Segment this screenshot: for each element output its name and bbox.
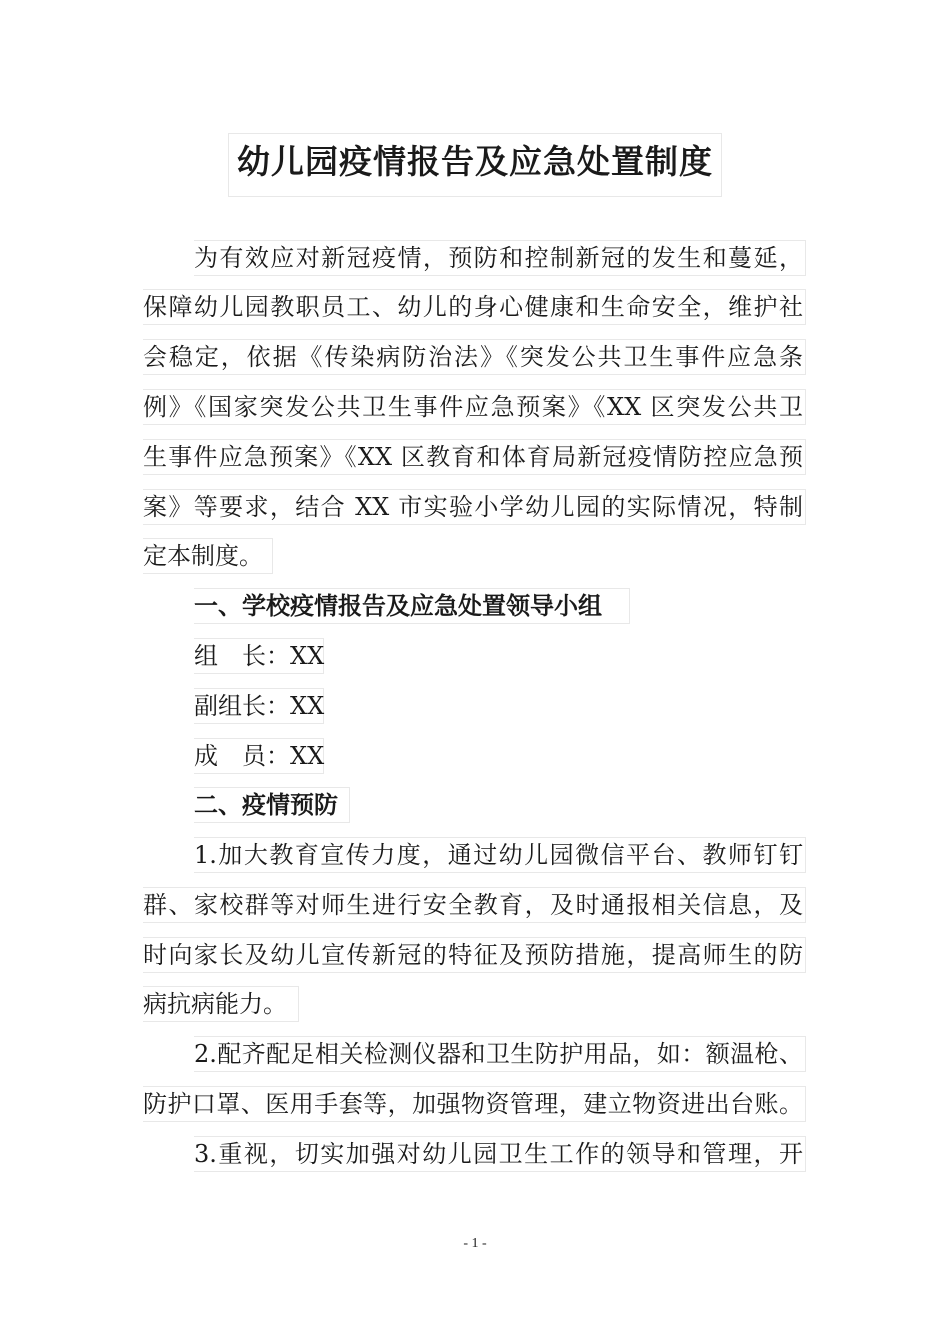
document-title: 幼儿园疫情报告及应急处置制度 [228, 133, 722, 197]
intro-line: 定本制度。 [143, 538, 273, 574]
section-heading: 二、疫情预防 [194, 787, 350, 823]
item-line: 病抗病能力。 [143, 986, 299, 1022]
item-line: 2.配齐配足相关检测仪器和卫生防护用品，如：额温枪、 [194, 1036, 806, 1072]
intro-line: 案》等要求，结合 XX 市实验小学幼儿园的实际情况，特制 [143, 489, 806, 525]
section-heading: 一、学校疫情报告及应急处置领导小组 [194, 588, 630, 624]
item-line: 时向家长及幼儿宣传新冠的特征及预防措施，提高师生的防 [143, 937, 806, 973]
intro-line: 保障幼儿园教职员工、幼儿的身心健康和生命安全，维护社 [143, 289, 806, 325]
intro-line: 生事件应急预案》《XX 区教育和体育局新冠疫情防控应急预 [143, 439, 806, 475]
member-line: 组 长：XX [194, 638, 324, 674]
item-line: 3.重视，切实加强对幼儿园卫生工作的领导和管理，开 [194, 1136, 806, 1172]
item-line: 1.加大教育宣传力度，通过幼儿园微信平台、教师钉钉 [194, 837, 806, 873]
intro-line: 例》《国家突发公共卫生事件应急预案》《XX 区突发公共卫 [143, 389, 806, 425]
member-line: 成 员：XX [194, 738, 324, 774]
intro-line: 为有效应对新冠疫情，预防和控制新冠的发生和蔓延， [194, 240, 806, 276]
member-line: 副组长：XX [194, 688, 324, 724]
page-number: - 1 - [463, 1236, 487, 1251]
intro-line: 会稳定，依据《传染病防治法》《突发公共卫生事件应急条 [143, 339, 806, 375]
item-line: 群、家校群等对师生进行安全教育，及时通报相关信息，及 [143, 887, 806, 923]
item-line: 防护口罩、医用手套等，加强物资管理，建立物资进出台账。 [143, 1086, 806, 1122]
